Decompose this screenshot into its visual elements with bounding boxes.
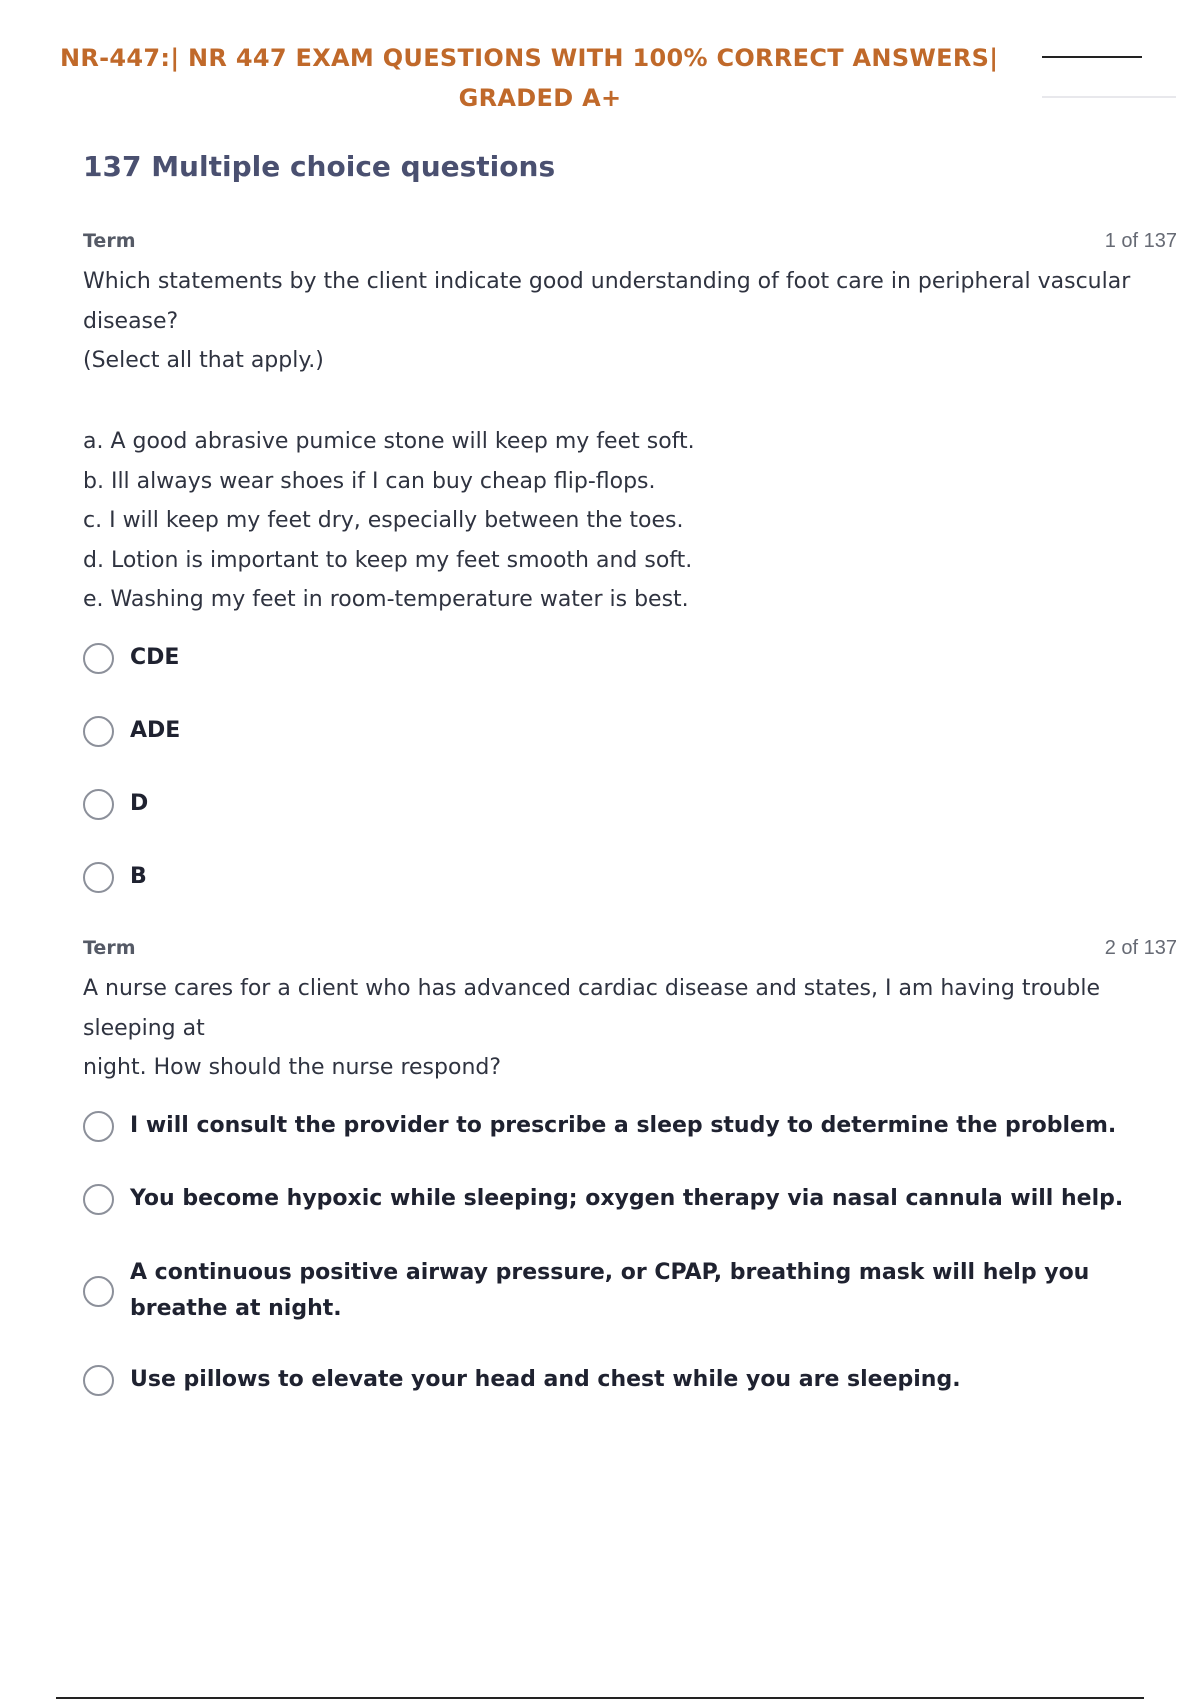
question-card-2 (83, 933, 1177, 1423)
question-line: (Select all that apply.) (83, 348, 324, 373)
answer-option-label[interactable]: D (130, 791, 149, 816)
document-header (60, 38, 1020, 118)
statement-item: d. Lotion is important to keep my feet smooth and soft. (83, 547, 693, 573)
answer-option-label[interactable]: Use pillows to elevate your head and chest while you are sleeping. (130, 1367, 961, 1392)
statement-item: c. I will keep my feet dry, especially between the toes. (83, 508, 684, 533)
answer-option-label[interactable]: I will consult the provider to prescribe a sleep study to determine the problem. (130, 1113, 1117, 1138)
radio-button[interactable] (83, 1276, 114, 1307)
statement-item: b. Ill always wear shoes if I can buy cheap flip-flops. (83, 468, 656, 494)
answer-option-label[interactable]: You become hypoxic while sleeping; oxygen therapy via nasal cannula will help. (130, 1186, 1124, 1211)
question-line: Which statements by the client indicate good understanding of foot care in peripheral vascular (83, 269, 1131, 294)
question-counter: 2 of 137 (1104, 937, 1177, 959)
question-text (83, 969, 1177, 1088)
answer-option[interactable] (83, 1255, 1143, 1327)
set-heading: 137 Multiple choice questions (83, 150, 556, 183)
radio-button[interactable] (83, 1365, 114, 1396)
answer-option[interactable] (83, 713, 180, 749)
radio-button[interactable] (83, 716, 114, 747)
question-line: disease? (83, 308, 179, 334)
radio-button[interactable] (83, 789, 114, 820)
question-line: A nurse cares for a client who has advanced cardiac disease and states, I am having trouble (83, 976, 1101, 1001)
header-divider (1042, 56, 1142, 58)
footer-divider (56, 1697, 1144, 1699)
answer-option[interactable] (83, 1108, 1116, 1144)
answer-option[interactable] (83, 786, 148, 822)
answer-option[interactable] (83, 859, 147, 895)
question-line: sleeping at (83, 1015, 205, 1041)
radio-button[interactable] (83, 1184, 114, 1215)
question-counter: 1 of 137 (1104, 230, 1177, 252)
answer-option[interactable] (83, 1181, 1123, 1217)
question-line: night. How should the nurse respond? (83, 1055, 502, 1080)
radio-button[interactable] (83, 643, 114, 674)
statement-item: e. Washing my feet in room-temperature water is best. (83, 587, 689, 612)
answer-option[interactable] (83, 1362, 961, 1398)
term-label: Term (83, 937, 136, 959)
question-card-1 (83, 226, 1177, 906)
statement-list (83, 422, 695, 620)
document-title-grade: GRADED A+ (458, 84, 622, 112)
card-meta (83, 226, 1177, 256)
answer-option[interactable] (83, 640, 179, 676)
card-meta (83, 933, 1177, 963)
answer-option-label[interactable]: B (130, 864, 147, 889)
answer-option-label[interactable]: CDE (130, 645, 180, 670)
statement-item: a. A good abrasive pumice stone will keep my feet soft. (83, 429, 695, 454)
answer-option-label[interactable]: ADE (130, 718, 181, 743)
question-text (83, 262, 1177, 381)
term-label: Term (83, 230, 136, 252)
radio-button[interactable] (83, 862, 114, 893)
radio-button[interactable] (83, 1111, 114, 1142)
header-divider-faint (1042, 96, 1176, 98)
answer-option-label[interactable]: A continuous positive airway pressure, or CPAP, breathing mask will help you breathe at night. (130, 1260, 1090, 1321)
document-title: NR-447:| NR 447 EXAM QUESTIONS WITH 100% CORRECT ANSWERS| (60, 44, 999, 72)
